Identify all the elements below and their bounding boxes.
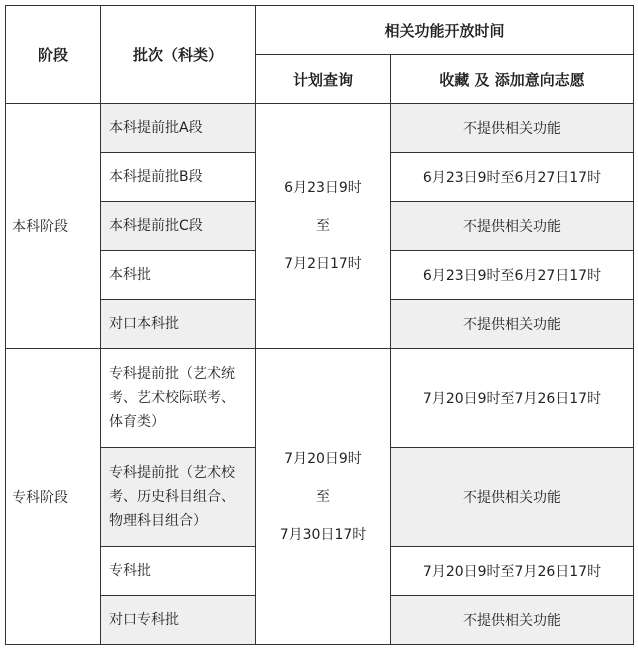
collect-cell: 不提供相关功能	[391, 596, 634, 645]
stage-cell: 专科阶段	[6, 349, 101, 645]
batch-cell: 本科提前批B段	[101, 153, 256, 202]
batch-cell: 专科批	[101, 547, 256, 596]
query-to: 至	[316, 488, 330, 505]
schedule-table	[5, 5, 634, 645]
query-start: 7月20日9时	[284, 450, 362, 467]
query-start: 6月23日9时	[284, 180, 362, 196]
batch-cell: 对口专科批	[101, 596, 256, 645]
collect-cell: 7月20日9时至7月26日17时	[391, 547, 634, 596]
query-end: 7月2日17时	[284, 256, 362, 272]
stage-cell: 本科阶段	[6, 104, 101, 349]
collect-cell: 7月20日9时至7月26日17时	[391, 349, 634, 448]
query-time-cell	[256, 349, 391, 645]
header-query: 计划查询	[256, 55, 391, 104]
header-stage: 阶段	[6, 6, 101, 104]
batch-cell: 本科提前批A段	[101, 104, 256, 153]
batch-line: 物理科目组合）	[109, 513, 207, 529]
batch-cell: 本科提前批C段	[101, 202, 256, 251]
collect-cell: 不提供相关功能	[391, 202, 634, 251]
table-row	[6, 349, 634, 448]
batch-line: 体育类）	[109, 414, 165, 430]
collect-cell: 不提供相关功能	[391, 300, 634, 349]
batch-cell: 本科批	[101, 251, 256, 300]
batch-line: 考、艺术校际联考、	[109, 390, 235, 406]
batch-cell	[101, 349, 256, 448]
batch-cell: 对口本科批	[101, 300, 256, 349]
collect-cell: 不提供相关功能	[391, 104, 634, 153]
table-row	[6, 104, 634, 153]
batch-line: 专科提前批（艺术统	[109, 366, 235, 382]
query-to: 至	[316, 218, 330, 234]
batch-line: 考、历史科目组合、	[109, 489, 235, 505]
collect-cell: 6月23日9时至6月27日17时	[391, 251, 634, 300]
collect-cell: 不提供相关功能	[391, 448, 634, 547]
header-batch: 批次（科类）	[101, 6, 256, 104]
query-time-cell	[256, 104, 391, 349]
batch-cell	[101, 448, 256, 547]
header-open-time: 相关功能开放时间	[256, 6, 634, 55]
batch-line: 专科提前批（艺术校	[109, 465, 235, 481]
query-end: 7月30日17时	[279, 526, 367, 543]
header-collect: 收藏 及 添加意向志愿	[391, 55, 634, 104]
header-row-1	[6, 6, 634, 55]
collect-cell: 6月23日9时至6月27日17时	[391, 153, 634, 202]
